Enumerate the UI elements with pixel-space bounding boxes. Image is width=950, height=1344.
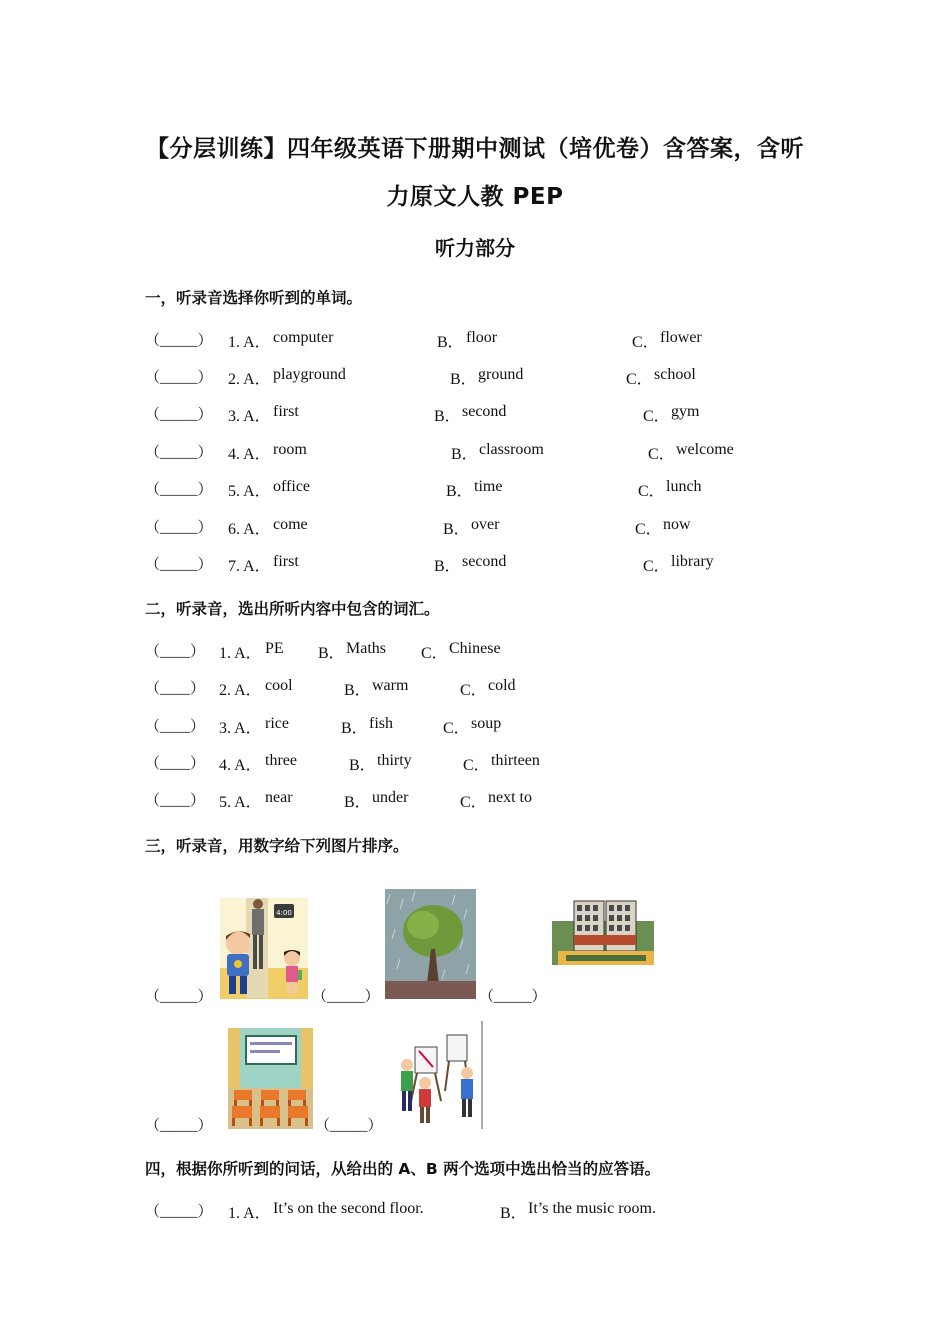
option-c-label: C． xyxy=(460,794,487,811)
option-c: lunch xyxy=(666,478,702,495)
picture-classroom xyxy=(228,1028,313,1129)
option-b: classroom xyxy=(479,441,544,458)
picture-art-class xyxy=(395,1021,483,1129)
section4-heading: 四，根据你所听到的问话，从给出的 A、B 两个选项中选出恰当的应答语。 xyxy=(145,1160,661,1178)
option-b: second xyxy=(462,553,507,570)
title-line-1: 【分层训练】四年级英语下册期中测试（培优卷）含答案，含听 xyxy=(146,136,804,162)
option-b-label: B． xyxy=(341,720,368,737)
picture-1-answer-blank[interactable]: （_____） xyxy=(145,989,213,1005)
picture-rain-tree xyxy=(385,889,476,999)
rain-tree-illustration-icon xyxy=(385,889,476,999)
question-number: 4. A． xyxy=(228,446,271,463)
section1-question-2 xyxy=(0,366,950,390)
option-b-label: B． xyxy=(434,558,461,575)
answer-blank[interactable]: （_____） xyxy=(145,333,213,349)
section4-question-1 xyxy=(0,1200,950,1224)
answer-blank[interactable]: （_____） xyxy=(145,557,213,573)
question-number: 2. A． xyxy=(228,371,271,388)
answer-blank[interactable]: （_____） xyxy=(145,520,213,536)
option-c-label: C． xyxy=(463,757,490,774)
option-b-label: B． xyxy=(451,446,478,463)
question-number: 1. A． xyxy=(219,645,262,662)
picture-3-answer-blank[interactable]: （_____） xyxy=(479,989,547,1005)
question-number: 1. A． xyxy=(228,334,271,351)
option-c-label: C． xyxy=(638,483,665,500)
picture-2-answer-blank[interactable]: （_____） xyxy=(312,989,380,1005)
title-line-2: 力原文人教 PEP xyxy=(386,184,564,210)
option-b: Maths xyxy=(346,640,386,657)
section2-question-3 xyxy=(0,715,950,739)
option-c: welcome xyxy=(676,441,734,458)
option-a: near xyxy=(265,789,293,806)
option-b: warm xyxy=(372,677,409,694)
option-b-label: B． xyxy=(349,757,376,774)
question-number: 6. A． xyxy=(228,521,271,538)
question-number: 1. A． xyxy=(228,1205,271,1222)
option-b-label: B． xyxy=(434,408,461,425)
option-b-label: B． xyxy=(344,794,371,811)
option-c: thirteen xyxy=(491,752,540,769)
picture-kids-clock xyxy=(220,898,308,999)
option-c: library xyxy=(671,553,714,570)
option-a: first xyxy=(273,553,299,570)
option-b: time xyxy=(474,478,503,495)
section1-question-3 xyxy=(0,403,950,427)
option-c-label: C． xyxy=(643,558,670,575)
option-b: under xyxy=(372,789,409,806)
question-number: 7. A． xyxy=(228,558,271,575)
option-b-label: B． xyxy=(318,645,345,662)
option-a: come xyxy=(273,516,308,533)
answer-blank[interactable]: （____） xyxy=(145,681,206,697)
section1-question-5 xyxy=(0,478,950,502)
art-class-illustration-icon xyxy=(395,1021,483,1129)
answer-blank[interactable]: （____） xyxy=(145,756,206,772)
option-a: It’s on the second floor. xyxy=(273,1200,424,1217)
option-c-label: C． xyxy=(421,645,448,662)
option-a: first xyxy=(273,403,299,420)
answer-blank[interactable]: （_____） xyxy=(145,482,213,498)
section1-question-7 xyxy=(0,553,950,577)
option-b: thirty xyxy=(377,752,412,769)
question-number: 4. A． xyxy=(219,757,262,774)
option-c: school xyxy=(654,366,696,383)
answer-blank[interactable]: （____） xyxy=(145,719,206,735)
option-b: ground xyxy=(478,366,524,383)
section1-question-4 xyxy=(0,441,950,465)
question-number: 5. A． xyxy=(228,483,271,500)
option-c: flower xyxy=(660,329,702,346)
option-b: It’s the music room. xyxy=(528,1200,656,1217)
picture-building xyxy=(552,899,654,972)
option-c-label: C． xyxy=(648,446,675,463)
answer-blank[interactable]: （____） xyxy=(145,644,206,660)
option-c-label: C． xyxy=(460,682,487,699)
answer-blank[interactable]: （_____） xyxy=(145,1204,213,1220)
option-a: computer xyxy=(273,329,334,346)
option-c: next to xyxy=(488,789,532,806)
option-a: cool xyxy=(265,677,293,694)
answer-blank[interactable]: （____） xyxy=(145,793,206,809)
option-c-label: C． xyxy=(643,408,670,425)
option-b: fish xyxy=(369,715,393,732)
option-b-label: B． xyxy=(443,521,470,538)
classroom-illustration-icon xyxy=(228,1028,313,1129)
option-b: over xyxy=(471,516,500,533)
section2-heading: 二，听录音，选出所听内容中包含的词汇。 xyxy=(145,600,440,618)
option-a: PE xyxy=(265,640,284,657)
option-a: three xyxy=(265,752,297,769)
option-c: Chinese xyxy=(449,640,501,657)
building-illustration-icon xyxy=(552,899,654,972)
answer-blank[interactable]: （_____） xyxy=(145,370,213,386)
option-b: floor xyxy=(466,329,498,346)
picture-4-answer-blank[interactable]: （_____） xyxy=(145,1118,213,1134)
kids-clock-illustration-icon xyxy=(220,898,308,999)
option-c-label: C． xyxy=(443,720,470,737)
option-c-label: C． xyxy=(632,334,659,351)
section-title-listening: 听力部分 xyxy=(435,236,515,260)
section2-question-4 xyxy=(0,752,950,776)
option-b-label: B． xyxy=(437,334,464,351)
option-b-label: B． xyxy=(446,483,473,500)
option-c: now xyxy=(663,516,691,533)
question-number: 5. A． xyxy=(219,794,262,811)
section1-question-6 xyxy=(0,516,950,540)
answer-blank[interactable]: （_____） xyxy=(145,445,213,461)
question-number: 3. A． xyxy=(219,720,262,737)
option-b: second xyxy=(462,403,507,420)
option-b-label: B． xyxy=(500,1205,527,1222)
option-b-label: B． xyxy=(344,682,371,699)
option-c-label: C． xyxy=(635,521,662,538)
option-a: office xyxy=(273,478,311,495)
clock-time: 4:00 xyxy=(276,909,292,917)
section1-question-1 xyxy=(0,329,950,353)
option-c: cold xyxy=(488,677,516,694)
question-number: 2. A． xyxy=(219,682,262,699)
section2-question-2 xyxy=(0,677,950,701)
answer-blank[interactable]: （_____） xyxy=(145,407,213,423)
option-c: gym xyxy=(671,403,700,420)
option-a: rice xyxy=(265,715,289,732)
option-a: room xyxy=(273,441,307,458)
section2-question-5 xyxy=(0,789,950,813)
section2-question-1 xyxy=(0,640,950,664)
question-number: 3. A． xyxy=(228,408,271,425)
section3-heading: 三，听录音，用数字给下列图片排序。 xyxy=(145,837,409,855)
option-c-label: C． xyxy=(626,371,653,388)
option-b-label: B． xyxy=(450,371,477,388)
option-a: playground xyxy=(273,366,346,383)
picture-5-answer-blank[interactable]: （_____） xyxy=(315,1118,383,1134)
option-c: soup xyxy=(471,715,502,732)
section1-heading: 一，听录音选择你听到的单词。 xyxy=(145,289,363,307)
